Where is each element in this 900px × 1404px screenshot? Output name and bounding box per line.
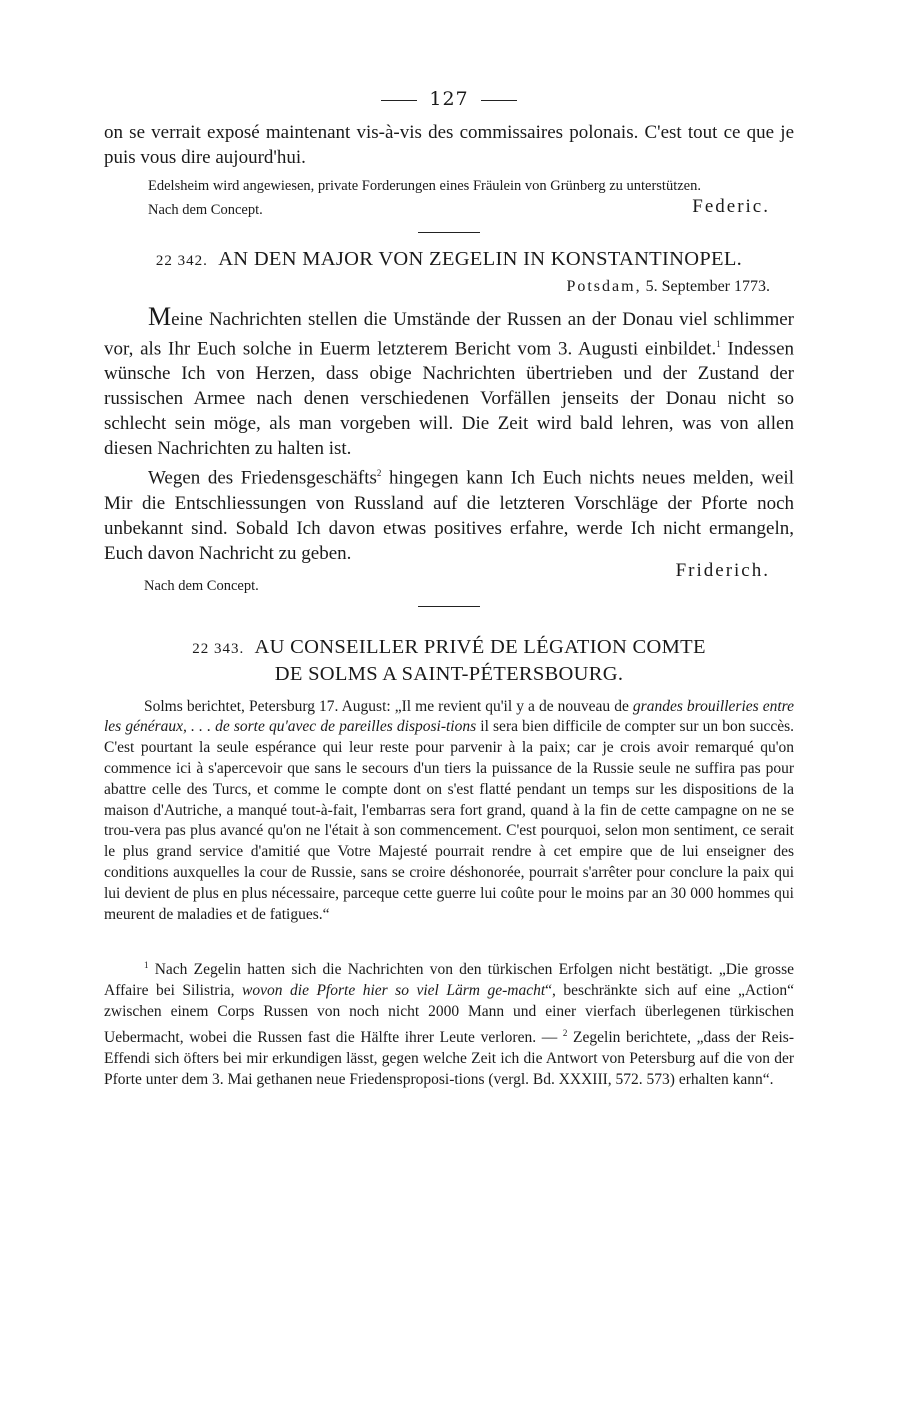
letter-22342-heading: [104, 247, 794, 274]
letter-22343-heading: [104, 635, 794, 687]
footnote-mark-1: 1: [144, 960, 149, 971]
letter-22342-place-date: [104, 278, 770, 296]
carryover-paragraph: on se verrait exposé maintenant vis-à-vis des commissaires polonais. C'est tout ce que je puis vous dire aujourd'hui.: [104, 122, 794, 168]
letter-22343-title-line2: DE SOLMS A SAINT-PÉTERSBOURG.: [274, 662, 624, 685]
footnote-1-part1: Nach Zegelin hatten sich die Nachrichten von den türkischen Erfolgen nicht bestätigt. „Die grosse Affaire bei Silistria,: [104, 961, 794, 1000]
page-number-dash-right: [481, 100, 517, 101]
carryover-signature: Federic.: [692, 196, 770, 217]
footnote-2-text: Zegelin berichtete, „dass der Reis-Effendi sich öfters bei mir erkundigen lässt, gegen welche Zeit ich die Antwort von Petersburg auf die von der Pforte unter dem 3. Mai gethanen neue Friedensproposi-tions (vergl. Bd. XXXIII, 572. 573) erhalten kann“.: [104, 1029, 795, 1088]
footnote-ref-2: 2: [376, 468, 382, 479]
letter-22342-paragraph-2: [104, 461, 794, 565]
letter-22342-p2-part1: Wegen des Friedensgeschäfts: [148, 467, 377, 489]
letter-22342-dropcap: M: [148, 302, 172, 331]
carryover-source-row: [104, 196, 794, 222]
letter-22342-title: AN DEN MAJOR VON ZEGELIN IN KONSTANTINOPEL.: [218, 248, 743, 270]
divider-1: [418, 232, 480, 233]
book-page: [104, 88, 794, 1091]
footnote-1-italic: wovon die Pforte hier so viel Lärm ge-macht: [242, 982, 546, 1000]
page-number: [104, 88, 794, 110]
page-number-value: 127: [429, 88, 469, 110]
letter-22342-source: Nach dem Concept.: [144, 577, 259, 594]
letter-22343-title-line1: AU CONSEILLER PRIVÉ DE LÉGATION COMTE: [254, 635, 706, 658]
letter-22342-p1-part1: eine Nachrichten stellen die Umstände der Russen an der Donau viel schlimmer vor, als Ihr Euch solche in Euerm letzterem Bericht vom 3. Augusti einbildet.: [104, 309, 794, 360]
letter-22342-place: Potsdam,: [566, 278, 642, 295]
letter-22342-date: 5. September 1773.: [645, 278, 770, 295]
carryover-note: Edelsheim wird angewiesen, private Forderungen eines Fräulein von Grünberg zu unterstützen.: [148, 178, 701, 194]
letter-22342-number: 22 342.: [155, 253, 208, 269]
divider-2: [418, 606, 480, 607]
letter-22343-summary: [104, 697, 794, 926]
letter-22343-rest: il sera bien difficile de compter sur un bon succès. C'est pourtant la seule espérance qui leur reste pour parvenir à la paix; car je crois avoir remarqué qu'on commence ici à s'apercevoir que sans le secours d'un tiers la puissance de la Russie seule ne suffira pas pour abattre celle des Turcs, et comme le compte dont on s'est flatté pendant un temps sur les dispositions de la maison d'Autriche, a manqué tout-à-fait, l'embarras sera fort grand, quand à la fin de cette campagne on ne se trou-vera pas plus avancé qu'on ne l'était à son commencement. C'est pourquoi, selon mon sentiment, ce serait le plus grand service d'amitié que Votre Majesté pourrait rendre à cet empire que de lui enseigner des conditions auxquelles la cour de Russie, sans se croire déshonorée, pourrait s'arrêter pour conclure la paix qui lui devient de plus en plus nécessaire, parceque cette guerre lui coûte pour le moins par an 30 000 hommes qui meurent de maladies et de fatigues.“: [104, 718, 794, 923]
carryover-source: Nach dem Concept.: [148, 202, 263, 218]
letter-22342-signature: Friderich.: [675, 559, 770, 581]
footnote-1-part2: “, beschränkte sich auf eine „Action“ zwischen einem Corps Russen von noch nicht 2000 Mann und einer vierfach überlegenen türkischen Uebermacht, wobei die Russen fast die Hälfte ihrer Leute verloren. —: [104, 982, 794, 1047]
footnote-ref-1: 1: [716, 339, 721, 349]
letter-22343-number: 22 343.: [192, 640, 245, 657]
page-number-dash-left: [381, 100, 417, 101]
footnotes: [104, 955, 794, 1090]
letter-22343-italic: grandes brouilleries entre les généraux, . . . de sorte qu'avec de pareilles disposi-tions: [104, 697, 794, 736]
letter-22342-source-row: [104, 559, 794, 596]
letter-22342-p1-part2: Indessen wünsche Ich von Herzen, dass obige Nachrichten übertrieben und der Zustand der russischen Armee nach denen verschiedenen Vorfällen jenseits der Donau nicht so schlecht sein möge, als man vorgeben will. Die Zeit wird bald lehren, was von allen diesen Nachrichten zu halten ist.: [104, 338, 795, 460]
letter-22343-intro: Solms berichtet, Petersburg 17. August: „Il me revient qu'il y a de nouveau de: [144, 697, 633, 715]
letter-22342-p2-part2: hingegen kann Ich Euch nichts neues melden, weil Mir die Entschliessungen von Russland auf die letzteren Vorschläge der Pforte noch unbekannt sind. Sobald Ich davon etwas positives erfahre, werde Ich nicht ermangeln, Euch davon Nachricht zu geben.: [104, 467, 794, 564]
letter-22342-paragraph-1: [104, 304, 794, 461]
footnote-mark-2: 2: [562, 1027, 568, 1038]
